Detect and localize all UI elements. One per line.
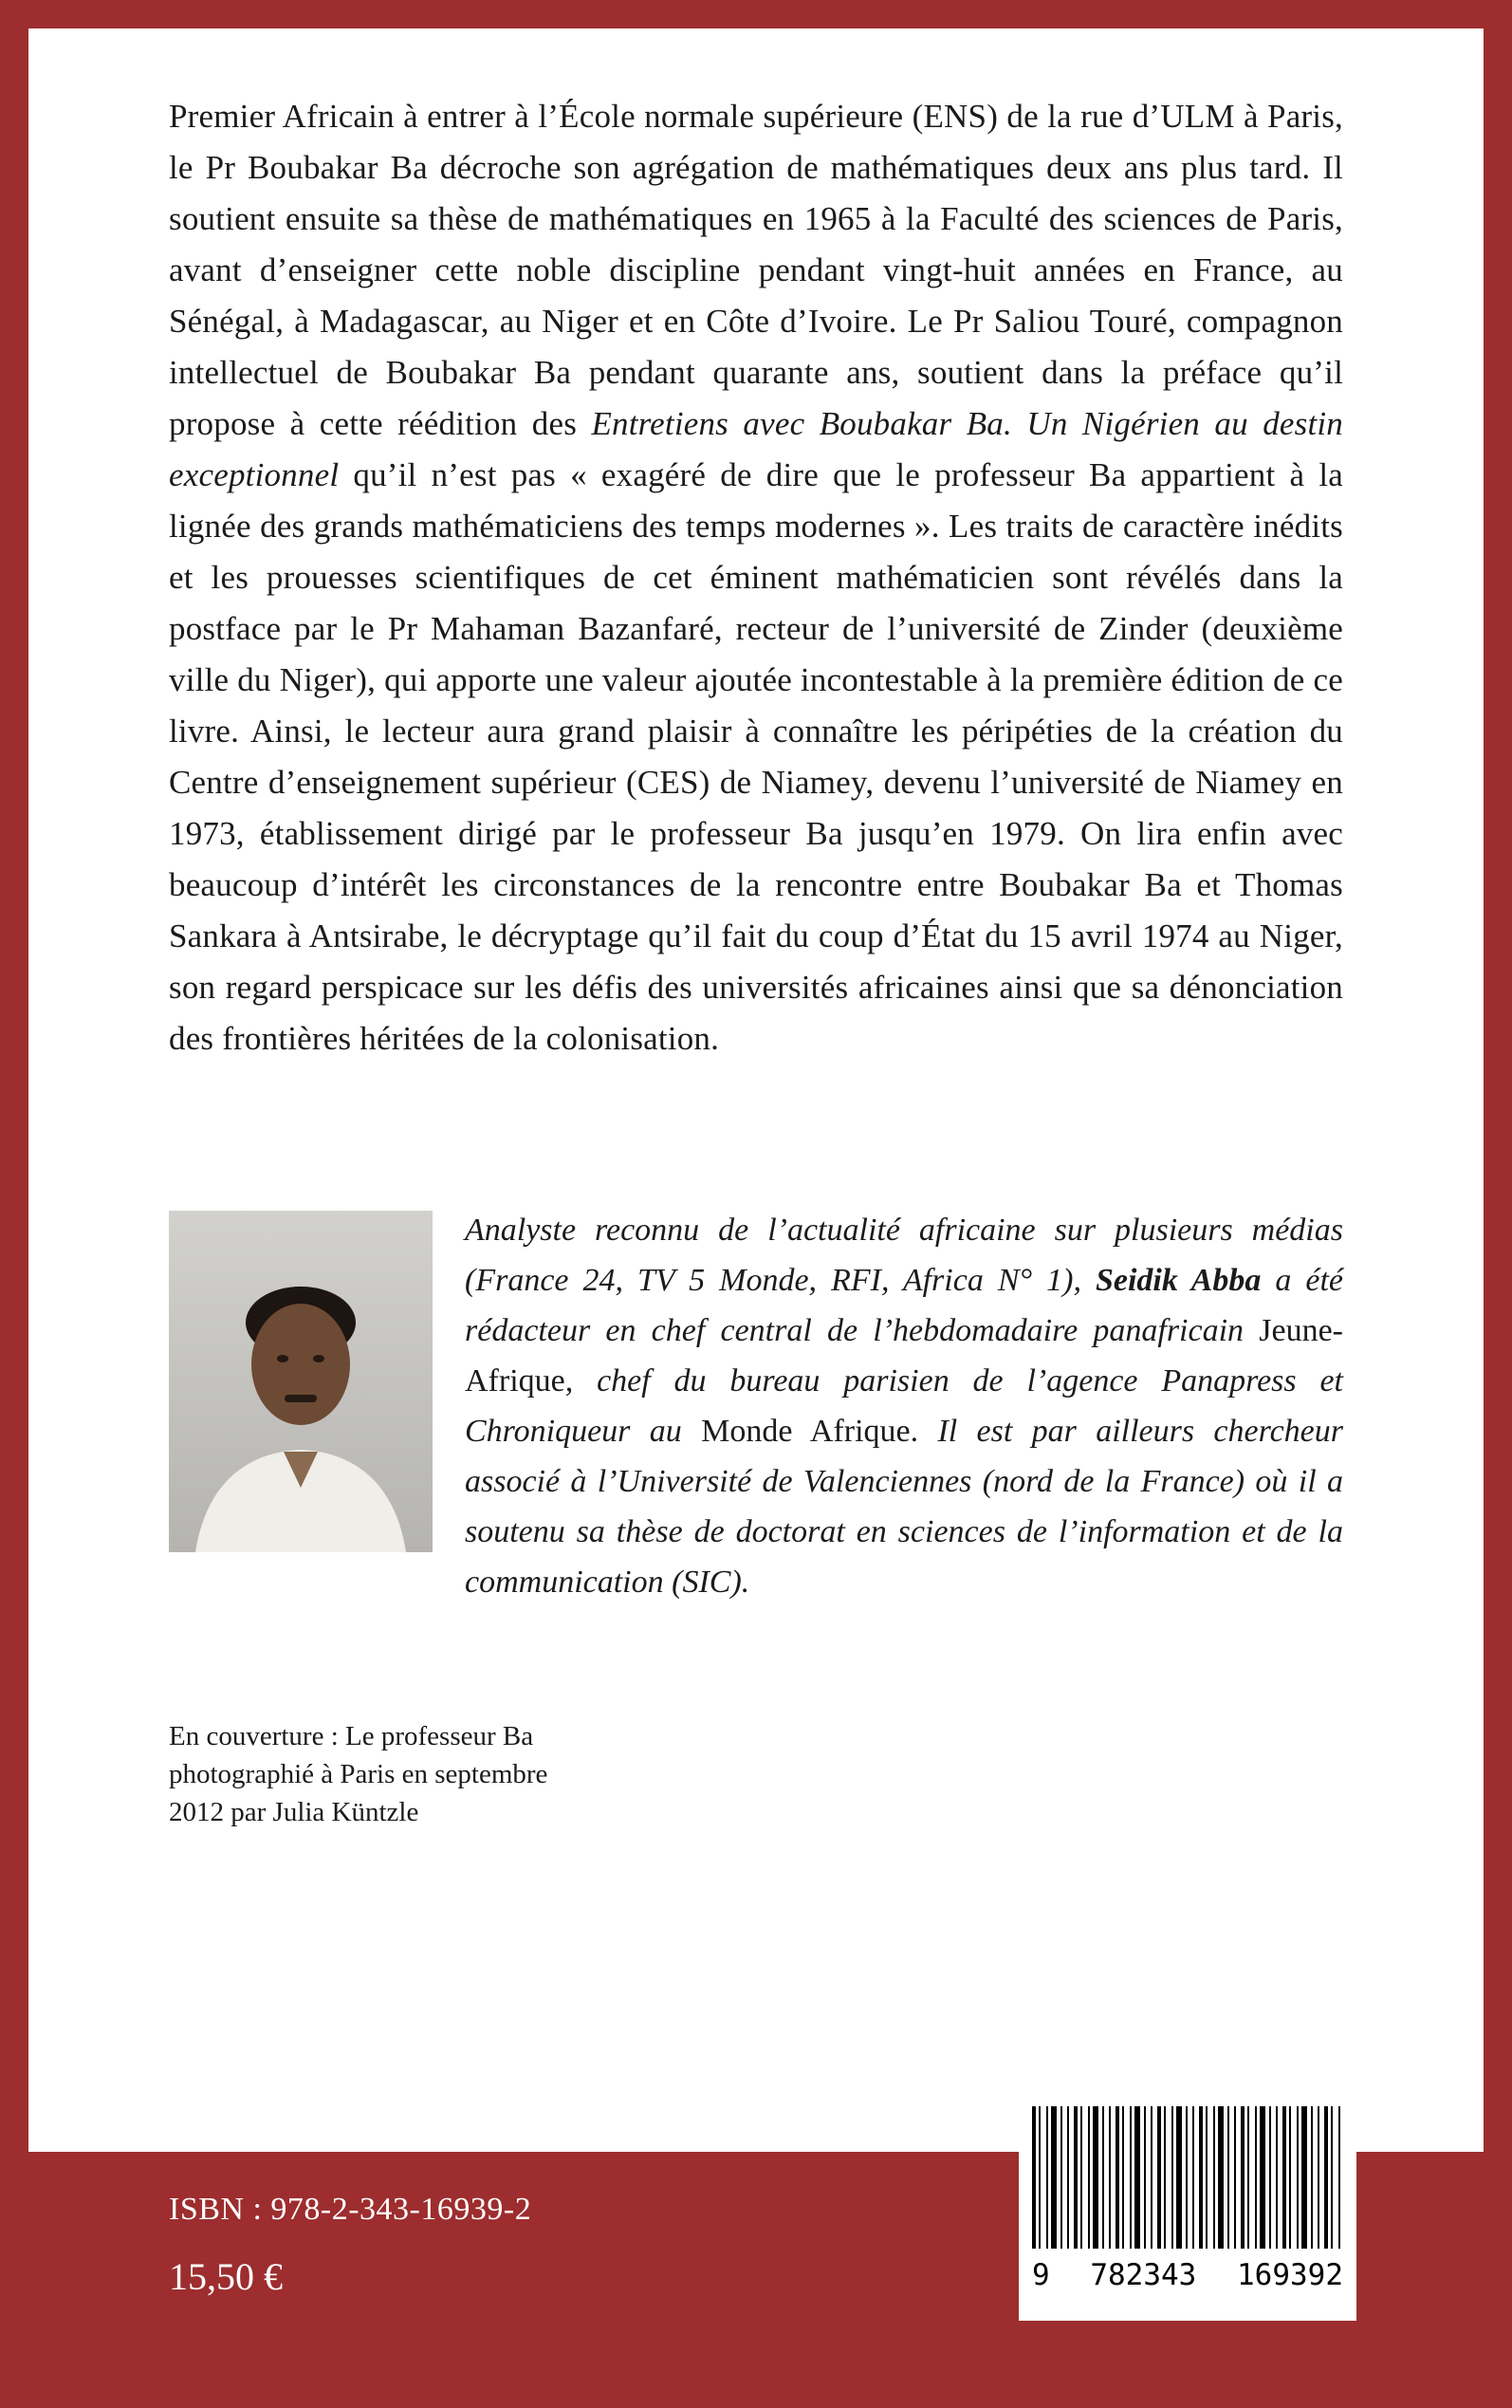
cover-credit-line-1: En couverture : Le professeur Ba [169, 1721, 534, 1751]
author-bio-text [169, 1205, 1343, 1607]
bio-segment-1: Analyste reconnu de l’actualité africaine sur plusieurs médias (France 24, TV 5 Monde, RFI, Africa N° 1), [465, 1213, 1343, 1298]
author-photo [169, 1211, 433, 1552]
magazine-name-2: Monde Afrique. [701, 1414, 919, 1449]
bio-segment-4: Il est par ailleurs chercheur associé à l’Université de Valenciennes (nord de la France) où il a soutenu sa thèse de doctorat en sciences de l’information et de la communication (SIC). [465, 1414, 1343, 1600]
barcode-digits [1032, 2258, 1343, 2292]
magazine-name-1: Jeune-Afrique [465, 1313, 1343, 1398]
barcode-digit-lead: 9 [1032, 2258, 1050, 2292]
bio-segment-2: a été rédacteur en chef central de l’hebdomadaire panafricain [465, 1263, 1343, 1348]
author-bio-section [169, 1205, 1343, 1607]
barcode [1019, 2095, 1356, 2321]
price-text: 15,50 € [169, 2255, 283, 2298]
content-area [28, 28, 1484, 1831]
bio-segment-3: , chef du bureau parisien de l’agence Panapress et Chroniqueur au [465, 1363, 1343, 1449]
synopsis-part-2: qu’il n’est pas « exagéré de dire que le professeur Ba appartient à la lignée des grands mathématiciens des temps modernes ». Les traits de caractère inédits et les prouesses scientifiques de cet éminent mathématicien sont révélés dans la postface par le Pr Mahaman Bazanfaré, recteur de l’université de Zinder (deuxième ville du Niger), qui apporte une valeur ajoutée incontestable à la première édition de ce livre. Ainsi, le lecteur aura grand plaisir à connaître les péripéties de la création du Centre d’enseignement supérieur (CES) de Niamey, devenu l’université de Niamey en 1973, établissement dirigé par le professeur Ba jusqu’en 1979. On lira enfin avec beaucoup d’intérêt les circonstances de la rencontre entre Boubakar Ba et Thomas Sankara à Antsirabe, le décryptage qu’il fait du coup d’État du 15 avril 1974 au Niger, son regard perspicace sur les défis des universités africaines ainsi que sa dénonciation des frontières héritées de la colonisation. [169, 456, 1343, 1057]
barcode-digits-group-1: 782343 [1090, 2258, 1197, 2292]
barcode-bars [1032, 2106, 1343, 2249]
synopsis-text [169, 91, 1343, 1065]
cover-credit-line-2: photographié à Paris en septembre [169, 1759, 548, 1789]
cover-credit [169, 1717, 1343, 1831]
cover-credit-line-3: 2012 par Julia Küntzle [169, 1797, 419, 1827]
author-photo-image [169, 1211, 433, 1552]
isbn-text: ISBN : 978-2-343-16939-2 [169, 2192, 532, 2227]
synopsis-part-1: Premier Africain à entrer à l’École normale supérieure (ENS) de la rue d’ULM à Paris, le Pr Boubakar Ba décroche son agrégation de mathématiques deux ans plus tard. Il soutient ensuite sa thèse de mathématiques en 1965 à la Faculté des sciences de Paris, avant d’enseigner cette noble discipline pendant vingt-huit années en France, au Sénégal, à Madagascar, au Niger et en Côte d’Ivoire. Le Pr Saliou Touré, compagnon intellectuel de Boubakar Ba pendant quarante ans, soutient dans la préface qu’il propose à cette réédition des [169, 98, 1343, 442]
barcode-digits-group-2: 169392 [1237, 2258, 1343, 2292]
author-name: Seidik Abba [1095, 1263, 1262, 1298]
book-title-reference: Entretiens avec Boubakar Ba. Un Nigérien au destin exceptionnel [169, 405, 1343, 493]
